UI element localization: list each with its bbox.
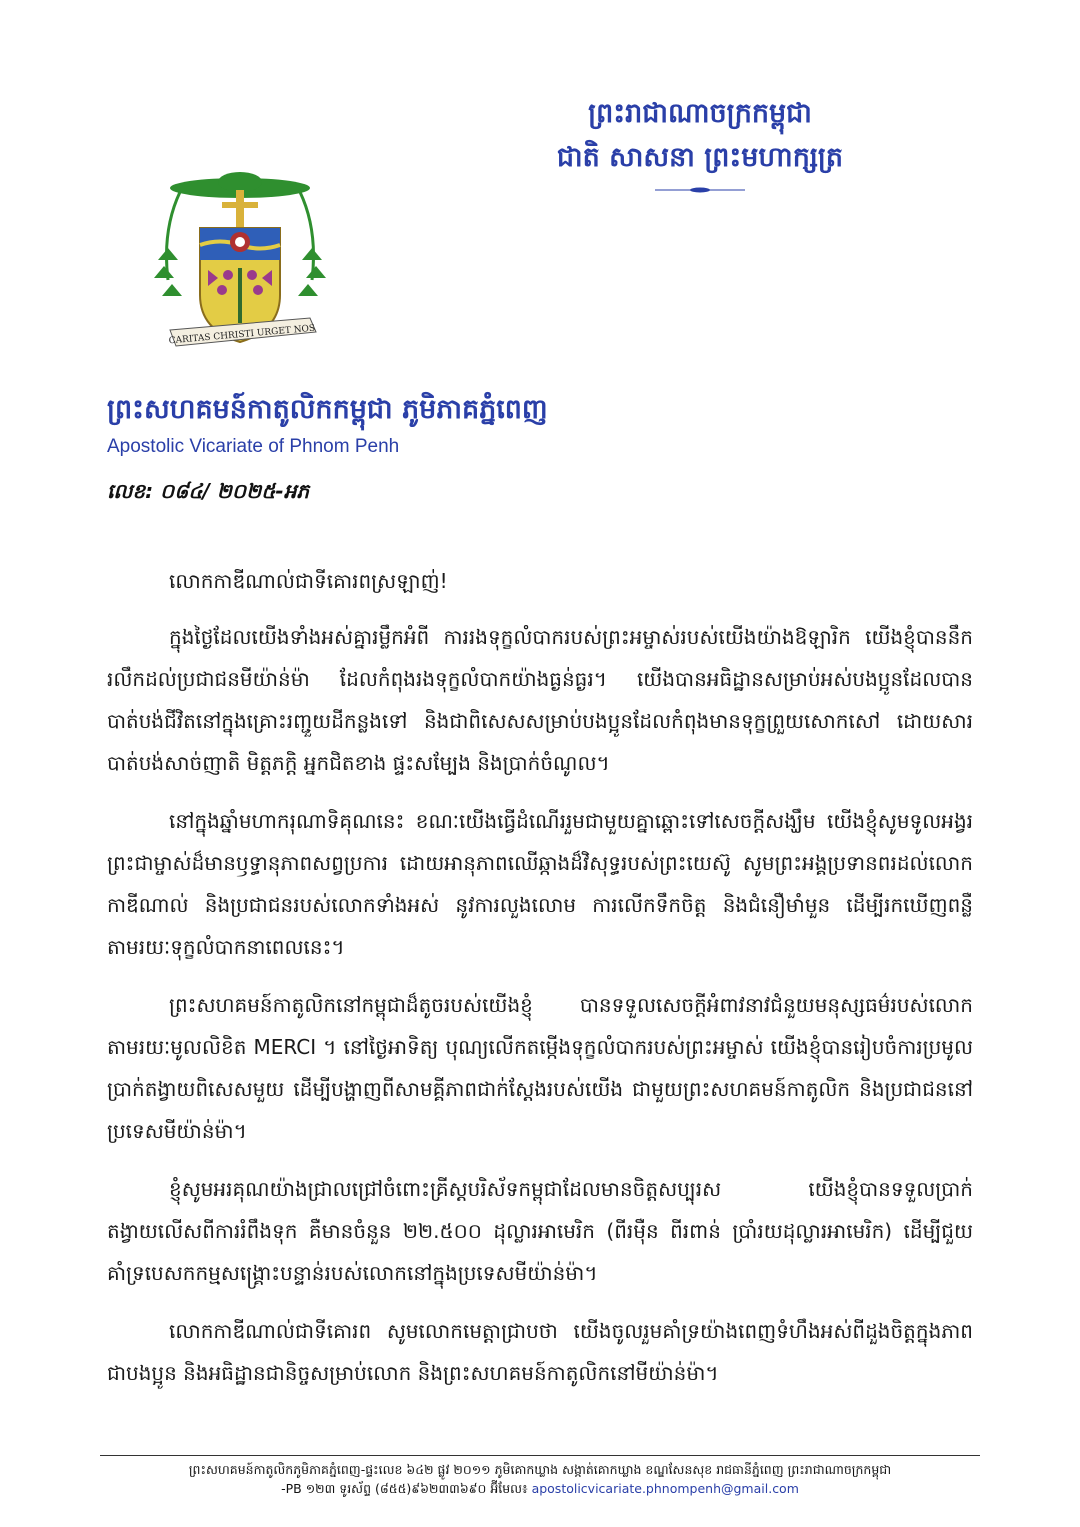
letter-paragraph-2: នៅក្នុងឆ្នាំមហាករុណាទិគុណនេះ ខណៈយើងធ្វើដំណើររួមជាមួយគ្នាឆ្ពោះទៅសេចក្តីសង្ឃឹម យើងខ្ញុំសូមទូលអង្វរព្រះជាម្ចាស់ដ៏មានឫទ្ធានុភាពសព្វប្រការ ដោយអានុភាពឈើឆ្កាងដ៏វិសុទ្ធរបស់ព្រះយេស៊ូ សូមព្រះអង្គប្រទានពរដល់លោកកាឌីណាល់ និងប្រជាជនរបស់លោកទាំងអស់ នូវការលួងលោម ការលើកទឹកចិត្ត និងជំនឿមាំមួន ដើម្បីរកឃើញពន្លឺតាមរយៈទុក្ខលំបាកនាពេលនេះ។ (107, 809, 973, 959)
reference-number: លេខ: ០៨៤/ ២០២៥-អភ (107, 479, 310, 503)
coat-of-arms-logo (150, 170, 330, 360)
organization-name-khmer: ព្រះសហគមន៍កាតូលិកកម្ពុជា ភូមិភាគភ្នំពេញ (107, 394, 548, 425)
footer-email-link[interactable]: apostolicvicariate.phnompenh@gmail.com (531, 1481, 799, 1496)
letter-body (107, 560, 973, 1410)
crest-motto: CARITAS CHRISTI URGET NOS (168, 323, 316, 347)
letter-paragraph-4: ខ្ញុំសូមអរគុណយ៉ាងជ្រាលជ្រៅចំពោះគ្រីស្តបរិស័ទកម្ពុជាដែលមានចិត្តសប្បុរស យើងខ្ញុំបានទទួលប្រាក់តង្វាយលើសពីការរំពឹងទុក គឺមានចំនួន ២២.៥០០ ដុល្លារអាមេរិក (ពីរម៉ឺន ពីរពាន់ ប្រាំរយដុល្លារអាមេរិក) ដើម្បីជួយគាំទ្របេសកកម្មសង្គ្រោះបន្ទាន់របស់លោកនៅក្នុងប្រទេសមីយ៉ាន់ម៉ា។ (107, 1177, 973, 1285)
letter-greeting: លោកកាឌីណាល់ជាទីគោរពស្រឡាញ់! (169, 569, 448, 593)
letter-paragraph-5: លោកកាឌីណាល់ជាទីគោរព សូមលោកមេត្តាជ្រាបថា យើងចូលរួមគាំទ្រយ៉ាងពេញទំហឹងអស់ពីដួងចិត្តក្នុងភាពជាបងប្អូន និងអធិដ្ឋានជានិច្ចសម្រាប់លោក និងព្រះសហគមន៍កាតូលិកនៅមីយ៉ាន់ម៉ា។ (107, 1319, 973, 1385)
organization-name-english: Apostolic Vicariate of Phnom Penh (107, 436, 400, 457)
kingdom-line-1: ព្រះរាជាណាចក្រកម្ពុជា (588, 98, 812, 129)
kingdom-header (520, 92, 880, 194)
footer-phone: -PB ១២៣ ទូរស័ព្ទ (៨៥៥)៩៦២៣៣៦៩០ អ៊ីមែល៖ (281, 1481, 528, 1496)
kingdom-line-2: ជាតិ សាសនា ព្រះមហាក្សត្រ (556, 142, 844, 173)
letter-paragraph-1: ក្នុងថ្ងៃដែលយើងទាំងអស់គ្នារម្លឹកអំពី ការរងទុក្ខលំបាករបស់ព្រះអម្ចាស់របស់យើងយ៉ាងឱឡារិក យើងខ្ញុំបាននឹករលឹកដល់ប្រជាជនមីយ៉ាន់ម៉ា ដែលកំពុងរងទុក្ខលំបាកយ៉ាងធ្ងន់ធ្ងរ។ យើងបានអធិដ្ឋានសម្រាប់អស់បងប្អូនដែលបានបាត់បង់ជីវិតនៅក្នុងគ្រោះរញ្ជួយដីកន្លងទៅ និងជាពិសេសសម្រាប់បងប្អូនដែលកំពុងមានទុក្ខព្រួយសោកសៅ ដោយសារបាត់បង់សាច់ញាតិ មិត្តភក្តិ អ្នកជិតខាង ផ្ទះសម្បែង និងប្រាក់ចំណូល។ (107, 625, 973, 775)
divider-ornament-icon (655, 186, 745, 194)
footer-address: ព្រះសហគមន៍កាតូលិកភូមិភាគភ្នំពេញ-ផ្ទះលេខ ៦៤២ ផ្លូវ ២០១១ ភូមិគោកឃ្លាង សង្កាត់គោកឃ្លាង ខណ្ឌសែនសុខ រាជធានីភ្នំពេញ ព្រះរាជាណាចក្រកម្ពុជា (188, 1462, 892, 1477)
footer (100, 1455, 980, 1498)
footer-contact (100, 1479, 980, 1498)
letter-paragraph-3: ព្រះសហគមន៍កាតូលិកនៅកម្ពុជាដ៏តូចរបស់យើងខ្ញុំ បានទទួលសេចក្តីអំពាវនាវជំនួយមនុស្សធម៌របស់លោក តាមរយៈមូលលិខិត MERCI ។ នៅថ្ងៃអាទិត្យ បុណ្យលើកតម្កើងទុក្ខលំបាករបស់ព្រះអម្ចាស់ យើងខ្ញុំបានរៀបចំការប្រមូលប្រាក់តង្វាយពិសេសមួយ ដើម្បីបង្ហាញពីសាមគ្គីភាពជាក់ស្តែងរបស់យើង ជាមួយព្រះសហគមន៍កាតូលិក និងប្រជាជននៅប្រទេសមីយ៉ាន់ម៉ា។ (107, 993, 973, 1143)
